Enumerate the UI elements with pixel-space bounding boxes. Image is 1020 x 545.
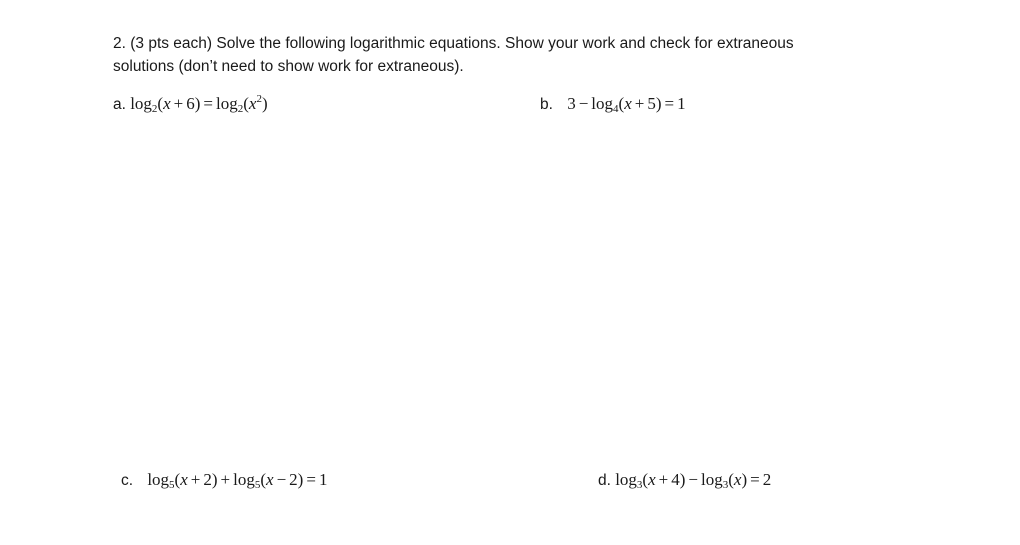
problem-label: d. xyxy=(598,472,611,489)
problem-d xyxy=(598,470,771,490)
equation: $3 - \log_4(x + 5) = 1$ xyxy=(567,94,686,115)
problem-label: a. xyxy=(113,96,126,113)
problem-label: b. xyxy=(540,96,553,113)
problem-label: c. xyxy=(121,472,134,489)
equation: $\log_5(x + 2) + \log_5(x - 2) = 1$ xyxy=(147,470,328,491)
equation: $\log_3(x + 4) - \log_3(x) = 2$ xyxy=(615,470,772,491)
instructions-line-1: 2. (3 pts each) Solve the following logarithmic equations. Show your work and check for extraneous xyxy=(113,35,794,52)
problem-b xyxy=(540,94,686,114)
problem-a xyxy=(113,94,268,114)
instructions xyxy=(113,32,913,78)
problem-c xyxy=(121,470,327,490)
instructions-line-2: solutions (don’t need to show work for extraneous). xyxy=(113,58,464,75)
equation: $\log_2(x + 6) = \log_2(x^2)$ xyxy=(130,93,268,115)
